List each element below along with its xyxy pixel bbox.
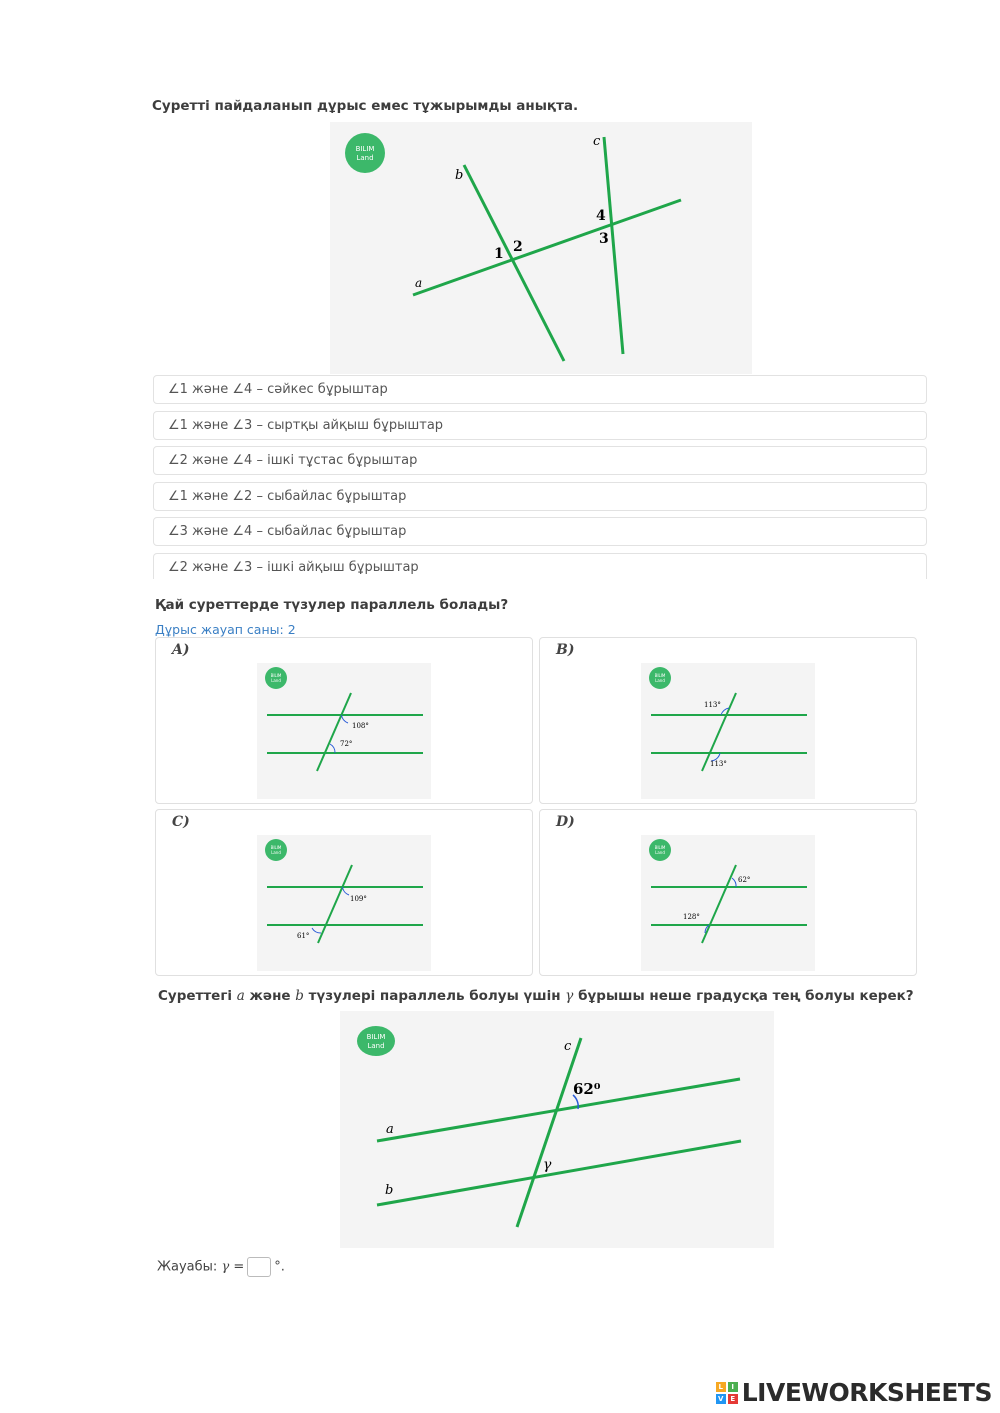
choice-card-c[interactable] xyxy=(155,809,533,976)
card-label: A) xyxy=(172,642,190,658)
question-3-figure xyxy=(340,1011,774,1248)
logo-square-v: V xyxy=(716,1394,726,1404)
answer-var: γ xyxy=(221,1259,230,1275)
svg-text:Land: Land xyxy=(655,850,665,855)
label-a: a xyxy=(415,276,423,290)
angle-label: 62⁰ xyxy=(573,1080,601,1098)
q1-option-4[interactable]: ∠1 және ∠2 – сыбайлас бұрыштар xyxy=(153,482,927,511)
transversal xyxy=(318,865,352,943)
line-a xyxy=(413,200,681,295)
logo-square-e: E xyxy=(728,1394,738,1404)
title-part-3: түзулері параллель болуы үшін xyxy=(308,988,561,1004)
line-b xyxy=(464,165,564,361)
label-b: b xyxy=(455,168,464,183)
answer-prefix: Жауабы: xyxy=(157,1259,218,1275)
transversal xyxy=(317,693,351,771)
card-figure xyxy=(641,835,815,971)
question-1-title: Суретті пайдаланып дұрыс емес тұжырымды анықта. xyxy=(152,98,579,114)
answer-input[interactable] xyxy=(247,1257,271,1277)
svg-text:BILIM: BILIM xyxy=(654,845,666,850)
bilim-land-logo xyxy=(265,839,287,861)
var-a: a xyxy=(236,988,245,1004)
card-label: C) xyxy=(172,814,190,830)
choice-card-b[interactable] xyxy=(539,637,917,804)
svg-text:BILIM: BILIM xyxy=(355,145,375,153)
svg-text:BILIM: BILIM xyxy=(270,845,282,850)
angle-label-upper: 62° xyxy=(738,876,751,884)
bilim-land-logo xyxy=(265,667,287,689)
title-part-1: Суреттегі xyxy=(158,988,233,1004)
title-part-2: және xyxy=(249,988,291,1004)
angle-label-4: 4 xyxy=(596,208,606,224)
line-a xyxy=(377,1079,740,1141)
angle-label-3: 3 xyxy=(599,231,609,247)
q1-option-6[interactable]: ∠2 және ∠3 – ішкі айқыш бұрыштар xyxy=(153,553,927,579)
card-label: B) xyxy=(556,642,575,658)
choice-card-d[interactable] xyxy=(539,809,917,976)
title-part-4: бұрышы неше градусқа тең болуы керек? xyxy=(578,988,914,1004)
answer-line xyxy=(157,1257,285,1277)
svg-text:Land: Land xyxy=(655,678,665,683)
svg-text:BILIM: BILIM xyxy=(270,673,282,678)
card-figure xyxy=(257,835,431,971)
angle-label-lower: 113° xyxy=(710,760,727,768)
card-label: D) xyxy=(556,814,575,830)
label-a: a xyxy=(386,1122,394,1137)
angle-label-upper: 113° xyxy=(704,701,721,709)
angle-label-lower: 72° xyxy=(340,740,353,748)
angle-label-lower: 128° xyxy=(683,913,700,921)
label-c: c xyxy=(593,134,601,149)
logo-squares xyxy=(716,1382,738,1404)
svg-text:BILIM: BILIM xyxy=(654,673,666,678)
bilim-land-logo xyxy=(649,667,671,689)
card-figure xyxy=(641,663,815,799)
svg-text:BILIM: BILIM xyxy=(366,1033,386,1041)
brand-name: LIVEWORKSHEETS xyxy=(741,1378,992,1407)
bilim-land-logo xyxy=(345,133,385,173)
logo-square-l: L xyxy=(716,1382,726,1392)
svg-text:Land: Land xyxy=(271,678,281,683)
var-gamma: γ xyxy=(565,988,574,1004)
angle-label-lower: 61° xyxy=(297,932,310,940)
transversal xyxy=(702,865,736,943)
bilim-land-logo xyxy=(649,839,671,861)
line-c xyxy=(517,1038,581,1227)
angle-label-1: 1 xyxy=(494,246,504,262)
svg-text:Land: Land xyxy=(271,850,281,855)
liveworksheets-logo xyxy=(716,1378,992,1407)
q1-option-1[interactable]: ∠1 және ∠4 – сәйкес бұрыштар xyxy=(153,375,927,404)
angle-label-upper: 109° xyxy=(350,895,367,903)
label-b: b xyxy=(385,1183,394,1198)
q1-option-2[interactable]: ∠1 және ∠3 – сыртқы айқыш бұрыштар xyxy=(153,411,927,440)
svg-text:Land: Land xyxy=(356,154,374,162)
card-figure xyxy=(257,663,431,799)
bilim-land-logo xyxy=(357,1026,395,1056)
var-b: b xyxy=(295,988,304,1004)
gamma-label: γ xyxy=(543,1157,552,1173)
choice-card-a[interactable] xyxy=(155,637,533,804)
line-b xyxy=(377,1141,741,1205)
label-c: c xyxy=(564,1039,572,1054)
q1-option-5[interactable]: ∠3 және ∠4 – сыбайлас бұрыштар xyxy=(153,517,927,546)
angle-label-2: 2 xyxy=(513,239,523,255)
svg-text:Land: Land xyxy=(367,1042,385,1050)
logo-square-i: I xyxy=(728,1382,738,1392)
answer-eq: = xyxy=(233,1259,245,1275)
angle-label-upper: 108° xyxy=(352,722,369,730)
question-3-title xyxy=(158,988,914,1004)
q1-option-3[interactable]: ∠2 және ∠4 – ішкі тұстас бұрыштар xyxy=(153,446,927,475)
answer-count: Дұрыс жауап саны: 2 xyxy=(155,622,296,637)
answer-suffix: °. xyxy=(274,1259,285,1275)
question-2-title: Қай суреттерде түзулер параллель болады? xyxy=(155,597,509,613)
question-1-figure xyxy=(330,122,752,374)
